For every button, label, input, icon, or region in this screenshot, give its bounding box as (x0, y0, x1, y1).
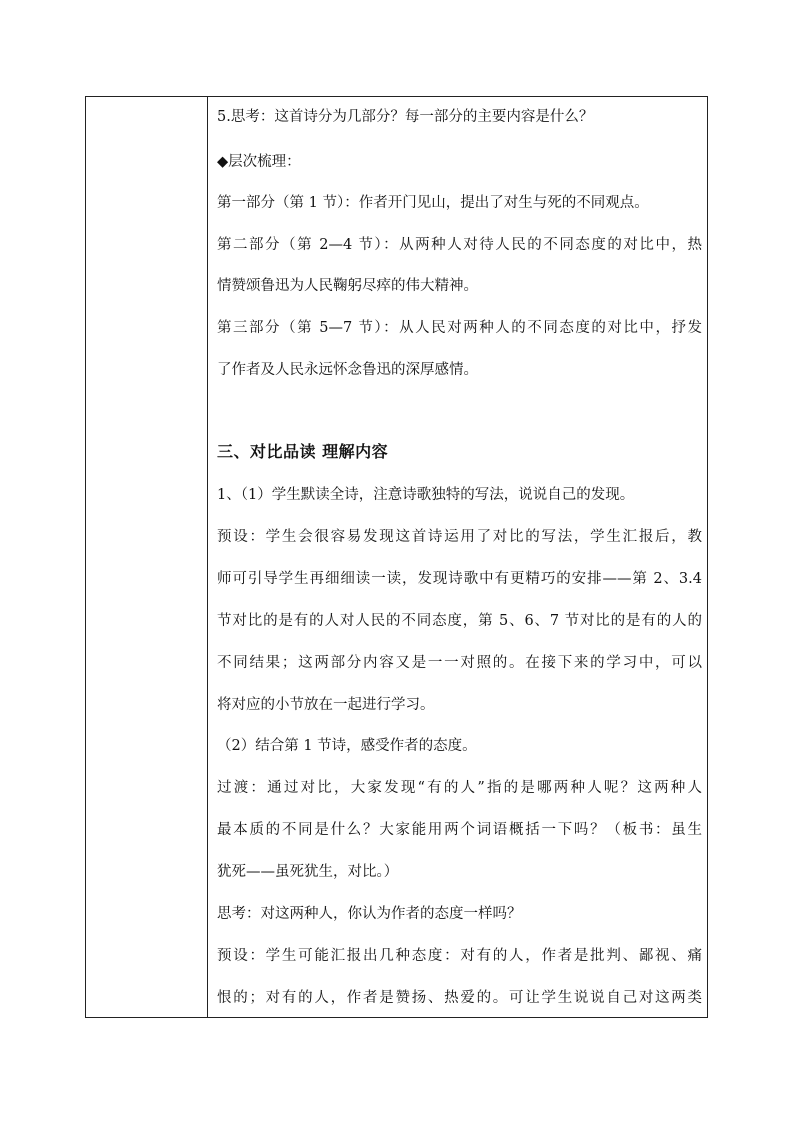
text-line: ◆层次梳理： (217, 154, 301, 170)
section-heading: 三、对比品读 理解内容 (217, 442, 389, 461)
text-line: 师可引导学生再细细读一读，发现诗歌中有更精巧的安排——第 2、3.4 (217, 571, 702, 587)
text-line: 预设：学生会很容易发现这首诗运用了对比的写法，学生汇报后，教 (217, 529, 702, 545)
text-line: 第二部分（第 2—4 节）：从两种人对待人民的不同态度的对比中，热 (217, 237, 702, 253)
text-line: （2）结合第 1 节诗，感受作者的态度。 (217, 738, 477, 754)
text-line: 不同结果；这两部分内容又是一一对照的。在接下来的学习中，可以 (217, 655, 702, 671)
lesson-plan-table (85, 96, 708, 1018)
text-line: 最本质的不同是什么？大家能用两个词语概括一下吗？（板书：虽生 (217, 822, 702, 838)
text-line: 预设：学生可能汇报出几种态度：对有的人，作者是批判、鄙视、痛 (217, 948, 702, 964)
text-line: 第一部分（第 1 节）：作者开门见山，提出了对生与死的不同观点。 (217, 195, 649, 211)
text-line: 1、（1）学生默读全诗，注意诗歌独特的写法，说说自己的发现。 (217, 487, 635, 503)
column-divider (207, 97, 208, 1017)
text-line: 了作者及人民永远怀念鲁迅的深厚感情。 (217, 362, 478, 378)
text-line: 第三部分（第 5—7 节）：从人民对两种人的不同态度的对比中，抒发 (217, 320, 702, 336)
text-line: 犹死——虽死犹生，对比。） (217, 864, 399, 880)
text-line: 情赞颂鲁迅为人民鞠躬尽瘁的伟大精神。 (217, 278, 478, 294)
text-line: 过渡：通过对比，大家发现“有的人”指的是哪两种人呢？这两种人 (217, 780, 702, 796)
text-line: 节对比的是有的人对人民的不同态度，第 5、6、7 节对比的是有的人的 (217, 613, 702, 629)
text-line: 将对应的小节放在一起进行学习。 (217, 697, 435, 713)
text-line: 恨的；对有的人，作者是赞扬、热爱的。可让学生说说自己对这两类 (217, 990, 702, 1006)
text-line: 思考：对这两种人，你认为作者的态度一样吗？ (217, 906, 522, 922)
text-line: 5.思考：这首诗分为几部分？每一部分的主要内容是什么？ (217, 109, 594, 125)
